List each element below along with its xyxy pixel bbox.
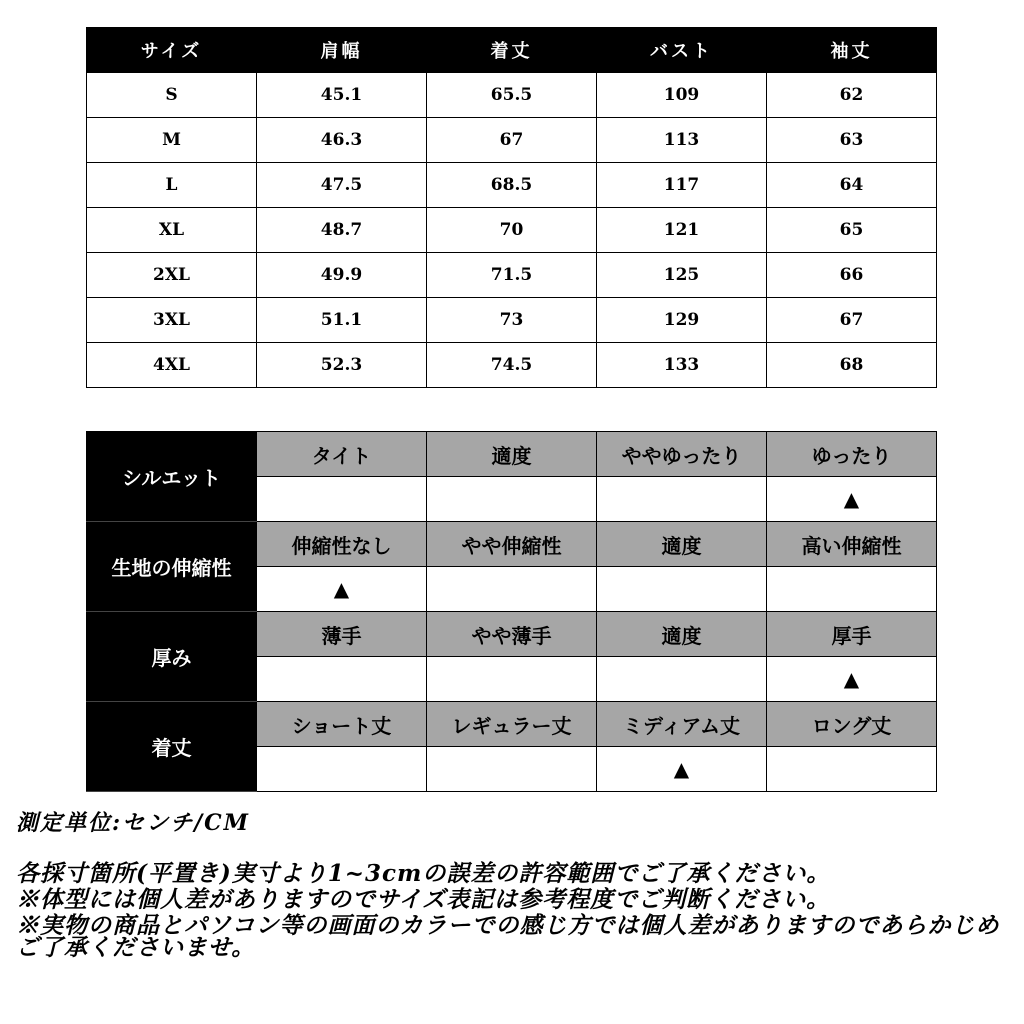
size-row [87, 343, 937, 388]
size-row [87, 298, 937, 343]
size-value-cell: 67 [767, 298, 937, 343]
notes [16, 806, 1016, 963]
size-row [87, 208, 937, 253]
header-shoulder-width: 肩幅 [257, 28, 427, 73]
size-value-cell: 49.9 [257, 253, 427, 298]
fit-marker-cell [597, 567, 767, 612]
size-value-cell: 63 [767, 118, 937, 163]
fit-option-label: ミディアム丈 [597, 702, 767, 747]
fit-marker-cell [427, 567, 597, 612]
size-label-cell: 4XL [87, 343, 257, 388]
fit-option-label: ややゆったり [597, 432, 767, 477]
size-value-cell: 52.3 [257, 343, 427, 388]
fit-option-label: 薄手 [257, 612, 427, 657]
fit-marker-cell [597, 747, 767, 792]
fit-category-label: シルエット [87, 432, 257, 522]
fit-option-label: ショート丈 [257, 702, 427, 747]
size-value-cell: 121 [597, 208, 767, 253]
fit-option-label: 高い伸縮性 [767, 522, 937, 567]
size-value-cell: 70 [427, 208, 597, 253]
size-value-cell: 46.3 [257, 118, 427, 163]
size-value-cell: 66 [767, 253, 937, 298]
fit-option-label: やや伸縮性 [427, 522, 597, 567]
size-value-cell: 47.5 [257, 163, 427, 208]
fit-category-label: 生地の伸縮性 [87, 522, 257, 612]
fit-option-label: 適度 [597, 612, 767, 657]
size-value-cell: 48.7 [257, 208, 427, 253]
fit-marker-cell [767, 567, 937, 612]
header-sleeve-length: 袖丈 [767, 28, 937, 73]
fit-marker-cell [597, 477, 767, 522]
fit-marker-cell [257, 657, 427, 702]
size-value-cell: 65 [767, 208, 937, 253]
fit-category-label: 着丈 [87, 702, 257, 792]
size-value-cell: 62 [767, 73, 937, 118]
size-table-header-row [87, 28, 937, 73]
fit-marker-cell [767, 477, 937, 522]
triangle-marker-icon: ▲ [843, 667, 860, 691]
note-body-type: ※体型には個人差がありますのでサイズ表記は参考程度でご判断ください。 [16, 886, 831, 913]
triangle-marker-icon: ▲ [333, 577, 350, 601]
fit-option-label: 適度 [427, 432, 597, 477]
size-value-cell: 129 [597, 298, 767, 343]
size-value-cell: 68 [767, 343, 937, 388]
size-label-cell: XL [87, 208, 257, 253]
fit-option-label: タイト [257, 432, 427, 477]
size-value-cell: 125 [597, 253, 767, 298]
fit-option-label: 厚手 [767, 612, 937, 657]
fit-marker-cell [597, 657, 767, 702]
fit-option-label: ロング丈 [767, 702, 937, 747]
note-measurement-tolerance: 各採寸箇所(平置き)実寸より1~3cmの誤差の許容範囲でご了承ください。 [16, 860, 831, 887]
fit-marker-cell [427, 747, 597, 792]
size-value-cell: 133 [597, 343, 767, 388]
size-value-cell: 74.5 [427, 343, 597, 388]
fit-options-row [87, 522, 937, 567]
fit-options-row [87, 432, 937, 477]
fit-marker-cell [257, 747, 427, 792]
fit-category-label: 厚み [87, 612, 257, 702]
size-label-cell: M [87, 118, 257, 163]
note-color-difference: ※実物の商品とパソコン等の画面のカラーでの感じ方では個人差がありますのであらかじめご了承くださいませ。 [16, 912, 1000, 961]
size-label-cell: 2XL [87, 253, 257, 298]
fit-options-row [87, 702, 937, 747]
size-row [87, 118, 937, 163]
fit-option-label: ゆったり [767, 432, 937, 477]
fit-table [86, 431, 937, 792]
header-size: サイズ [87, 28, 257, 73]
fit-table-body [87, 432, 937, 792]
size-table-body [87, 73, 937, 388]
fit-marker-cell [257, 477, 427, 522]
fit-option-label: 適度 [597, 522, 767, 567]
fit-option-label: レギュラー丈 [427, 702, 597, 747]
header-length: 着丈 [427, 28, 597, 73]
size-value-cell: 45.1 [257, 73, 427, 118]
triangle-marker-icon: ▲ [843, 487, 860, 511]
size-label-cell: 3XL [87, 298, 257, 343]
fit-marker-cell [767, 747, 937, 792]
size-value-cell: 65.5 [427, 73, 597, 118]
size-row [87, 73, 937, 118]
measurement-unit: 測定単位:センチ/CM [16, 810, 251, 836]
fit-marker-cell [427, 477, 597, 522]
fit-option-label: やや薄手 [427, 612, 597, 657]
size-label-cell: L [87, 163, 257, 208]
triangle-marker-icon: ▲ [673, 757, 690, 781]
size-value-cell: 109 [597, 73, 767, 118]
size-value-cell: 64 [767, 163, 937, 208]
size-value-cell: 51.1 [257, 298, 427, 343]
size-value-cell: 71.5 [427, 253, 597, 298]
fit-marker-cell [257, 567, 427, 612]
size-row [87, 163, 937, 208]
size-row [87, 253, 937, 298]
fit-marker-cell [427, 657, 597, 702]
size-value-cell: 67 [427, 118, 597, 163]
size-value-cell: 68.5 [427, 163, 597, 208]
size-value-cell: 113 [597, 118, 767, 163]
fit-options-row [87, 612, 937, 657]
size-value-cell: 117 [597, 163, 767, 208]
size-value-cell: 73 [427, 298, 597, 343]
header-bust: バスト [597, 28, 767, 73]
fit-option-label: 伸縮性なし [257, 522, 427, 567]
size-table [86, 27, 937, 388]
fit-marker-cell [767, 657, 937, 702]
size-label-cell: S [87, 73, 257, 118]
